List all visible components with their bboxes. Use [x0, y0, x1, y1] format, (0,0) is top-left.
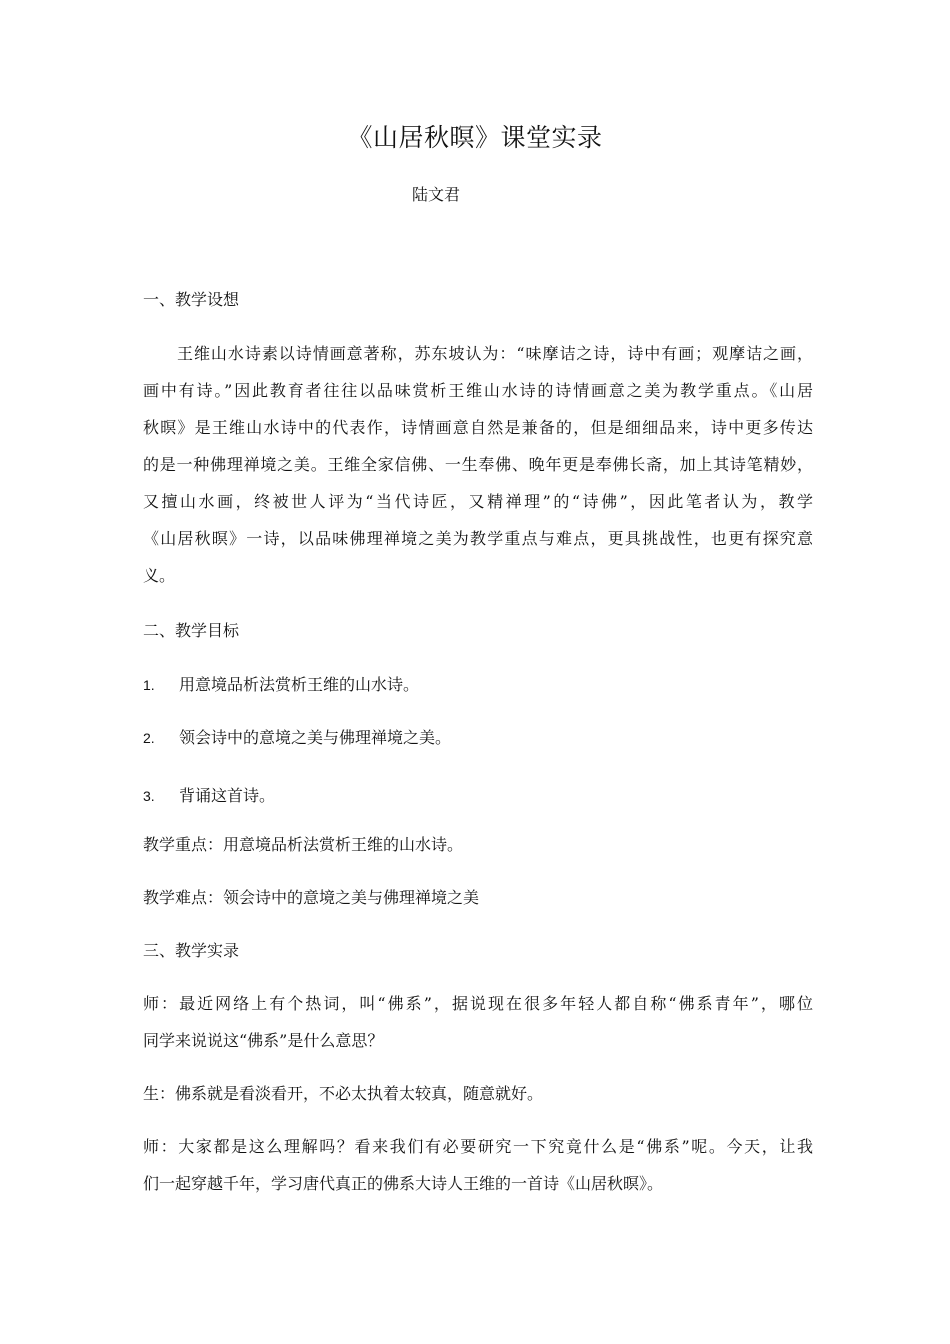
teaching-idea-paragraph	[143, 344, 813, 603]
goal-number: 2.	[143, 730, 155, 746]
author-name: 陆文君	[412, 185, 461, 204]
goal-text: 领会诗中的意境之美与佛理禅境之美。	[179, 728, 452, 747]
goal-number: 1.	[143, 677, 155, 693]
dialogue-line: 师：最近网络上有个热词，叫“佛系”，据说现在很多年轻人都自称“佛系青年”，哪位	[143, 994, 813, 1013]
teaching-key-point: 教学重点：用意境品析法赏析王维的山水诗。	[143, 835, 464, 854]
paragraph-line: 《山居秋暝》一诗，以品味佛理禅境之美为教学重点与难点，更具挑战性，也更有探究意	[143, 529, 813, 548]
dialogue-student-1: 生：佛系就是看淡看开，不必太执着太较真，随意就好。	[143, 1084, 544, 1103]
paragraph-line: 王维山水诗素以诗情画意著称，苏东坡认为：“味摩诘之诗，诗中有画；观摩诘之画，	[177, 344, 813, 363]
section-heading-teaching-idea: 一、教学设想	[143, 290, 240, 309]
document-title: 《山居秋暝》课堂实录	[347, 123, 603, 152]
paragraph-line: 画中有诗。”因此教育者往往以品味赏析王维山水诗的诗情画意之美为教学重点。《山居	[143, 381, 813, 400]
goal-item	[143, 728, 451, 748]
dialogue-teacher-2	[143, 1137, 813, 1211]
section-heading-teaching-record: 三、教学实录	[143, 941, 240, 960]
dialogue-teacher-1	[143, 994, 813, 1068]
goal-item	[143, 786, 275, 806]
dialogue-line: 们一起穿越千年，学习唐代真正的佛系大诗人王维的一首诗《山居秋暝》。	[143, 1174, 664, 1193]
paragraph-line: 又擅山水画，终被世人评为“当代诗匠，又精禅理”的“诗佛”，因此笔者认为，教学	[143, 492, 813, 511]
goal-text: 用意境品析法赏析王维的山水诗。	[179, 675, 420, 694]
dialogue-line: 同学来说说这“佛系”是什么意思？	[143, 1031, 384, 1050]
paragraph-line: 的是一种佛理禅境之美。王维全家信佛、一生奉佛、晚年更是奉佛长斋，加上其诗笔精妙，	[143, 455, 813, 474]
paragraph-line: 秋暝》是王维山水诗中的代表作，诗情画意自然是兼备的，但是细细品来，诗中更多传达	[143, 418, 813, 437]
teaching-difficulty: 教学难点：领会诗中的意境之美与佛理禅境之美	[143, 888, 480, 907]
goal-item	[143, 675, 419, 695]
dialogue-line: 师：大家都是这么理解吗？看来我们有必要研究一下究竟什么是“佛系”呢。今天，让我	[143, 1137, 813, 1156]
goal-text: 背诵这首诗。	[179, 786, 276, 805]
paragraph-line: 义。	[143, 566, 176, 585]
goal-number: 3.	[143, 788, 155, 804]
section-heading-teaching-goals: 二、教学目标	[143, 621, 240, 640]
